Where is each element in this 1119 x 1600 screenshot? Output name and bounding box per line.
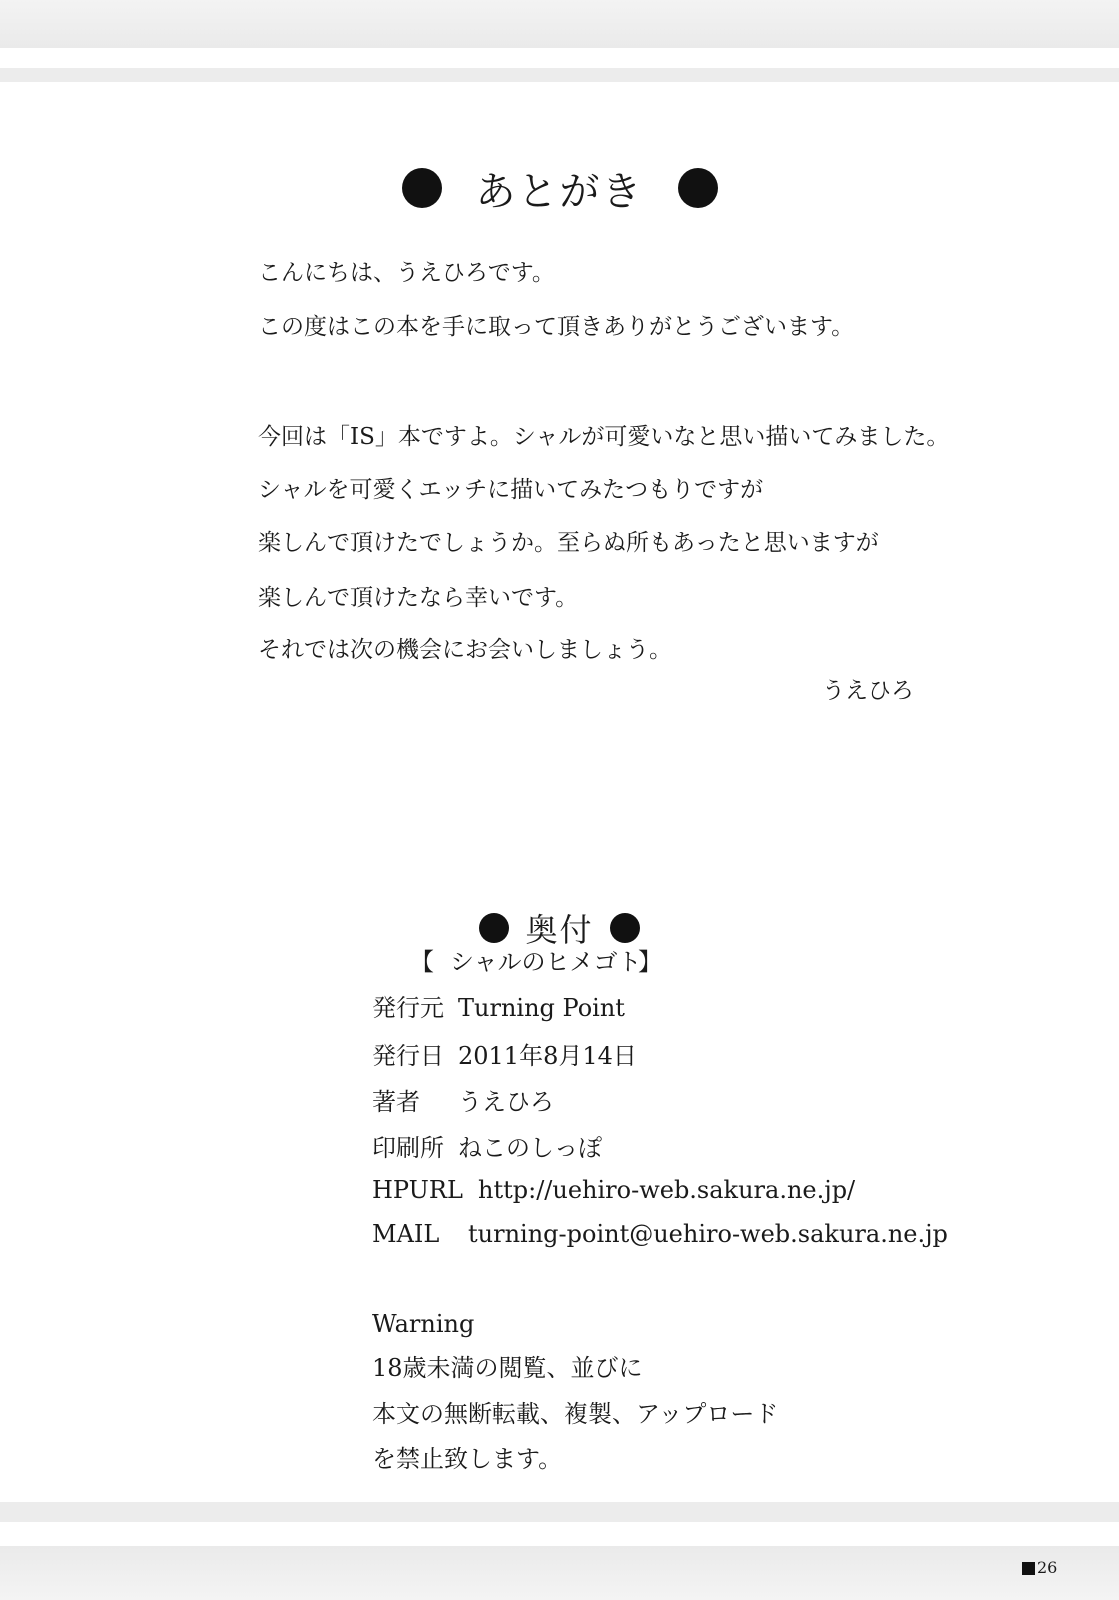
warning-line: 本文の無断転載、複製、アップロード (372, 1400, 779, 1428)
page-number (1022, 1558, 1057, 1578)
author-label: 著者 (372, 1088, 420, 1116)
scan-edge-bottom (0, 1546, 1119, 1600)
printer-value: ねこのしっぽ (458, 1134, 602, 1162)
warning-line: 18歳未満の閲覧、並びに (372, 1354, 643, 1382)
warning-line: を禁止致します。 (372, 1445, 563, 1473)
afterword-signature: うえひろ (822, 678, 914, 704)
colophon-heading (0, 906, 1119, 950)
warning-title: Warning (372, 1310, 475, 1338)
bullet-circle-icon (402, 168, 442, 208)
afterword-line: 楽しんで頂けたなら幸いです。 (258, 585, 579, 611)
mail-label: MAIL (372, 1220, 440, 1248)
afterword-line: 今回は「IS」本ですよ。シャルが可愛いなと思い描いてみました。 (258, 424, 950, 450)
scan-edge-top-strip (0, 68, 1119, 82)
scan-edge-top (0, 0, 1119, 48)
afterword-line: この度はこの本を手に取って頂きありがとうございます。 (258, 314, 855, 340)
publish-date-label: 発行日 (372, 1042, 444, 1070)
page-number-text: 26 (1037, 1558, 1058, 1577)
mail-value: turning-point@uehiro-web.sakura.ne.jp (468, 1220, 948, 1248)
colophon-heading-text: 奥付 (525, 911, 594, 949)
afterword-line: それでは次の機会にお会いしましょう。 (258, 637, 672, 663)
printer-label: 印刷所 (372, 1134, 444, 1162)
author-value: うえひろ (458, 1088, 554, 1116)
publish-date-value: 2011年8月14日 (458, 1042, 637, 1070)
publisher-label: 発行元 (372, 994, 444, 1022)
bullet-circle-icon (479, 913, 509, 943)
bullet-circle-icon (678, 168, 718, 208)
afterword-line: シャルを可愛くエッチに描いてみたつもりですが (258, 477, 764, 503)
afterword-heading-text: あとがき (475, 168, 644, 215)
afterword-heading (0, 160, 1119, 216)
bracket-right: 】 (638, 948, 662, 976)
afterword-line: 楽しんで頂けたでしょうか。至らぬ所もあったと思いますが (258, 530, 879, 556)
hpurl-value: http://uehiro-web.sakura.ne.jp/ (478, 1176, 856, 1204)
scan-edge-bottom-strip (0, 1502, 1119, 1522)
book-title-text: シャルのヒメゴト (450, 948, 642, 976)
hpurl-label: HPURL (372, 1176, 463, 1204)
afterword-line: こんにちは、うえひろです。 (258, 260, 555, 286)
bullet-circle-icon (610, 913, 640, 943)
square-icon (1022, 1562, 1035, 1575)
publisher-value: Turning Point (458, 994, 625, 1022)
bracket-left: 【 (410, 948, 434, 976)
